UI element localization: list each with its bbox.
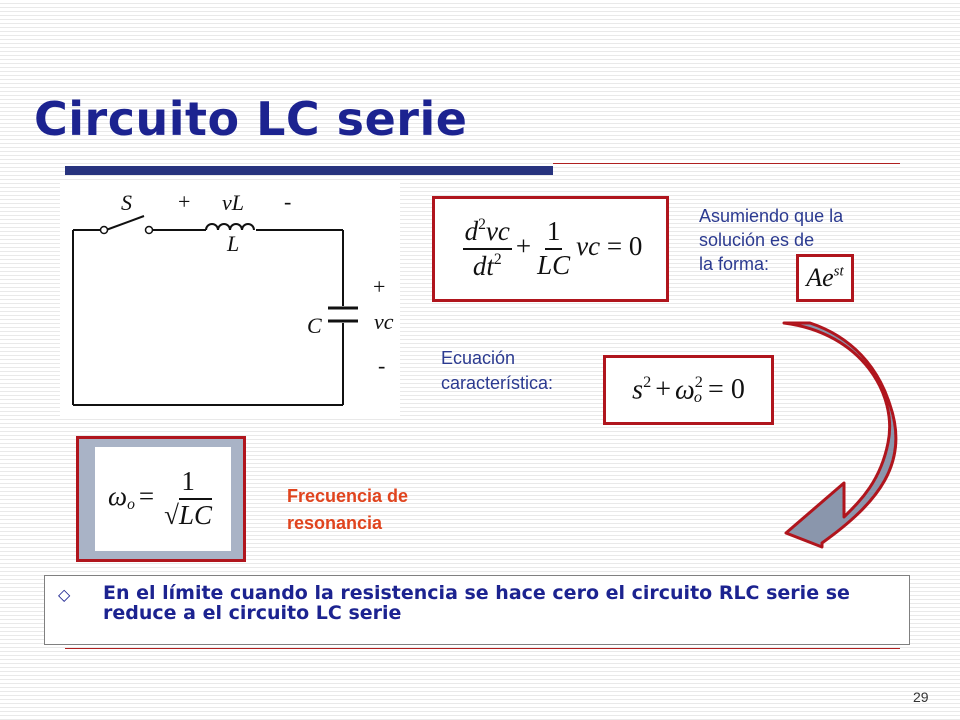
page-number: 29 xyxy=(913,689,929,705)
solution-form xyxy=(806,263,843,293)
resonance-frequency-frame xyxy=(76,436,246,562)
capacitor-label: C xyxy=(307,313,322,338)
vc-plus-sign: + xyxy=(373,274,386,299)
switch-contact-left xyxy=(101,227,108,234)
switch-label: S xyxy=(121,190,132,215)
differential-equation-box xyxy=(432,196,669,302)
assuming-line-2: solución es de xyxy=(699,230,815,250)
characteristic-line-2: característica: xyxy=(441,373,554,393)
inductor-coil xyxy=(206,224,254,230)
footer-rule xyxy=(65,648,900,649)
bullet-text: En el límite cuando la resistencia se hace cero el circuito RLC serie se reduce a el circuito LC serie xyxy=(103,582,850,624)
resonance-numerator: 1 xyxy=(179,467,197,500)
solution-form-box xyxy=(796,254,854,302)
resonance-equals: = xyxy=(138,481,155,512)
switch-contact-right xyxy=(146,227,153,234)
st-exponent: st xyxy=(833,263,844,280)
char-plus-sign: + xyxy=(655,374,671,406)
characteristic-label xyxy=(441,346,553,396)
d-symbol: d xyxy=(464,216,479,247)
resonance-equation-card xyxy=(95,447,231,551)
curved-arrow-icon xyxy=(770,315,910,555)
vl-minus-sign: - xyxy=(284,189,292,214)
diamond-bullet-icon: ◇ xyxy=(58,587,71,604)
dt-exponent: 2 xyxy=(493,251,502,268)
resonance-fraction xyxy=(162,467,214,530)
vc-minus-sign: - xyxy=(378,353,386,378)
numerator-one: 1 xyxy=(545,217,563,250)
assuming-line-1: Asumiendo que la xyxy=(699,206,844,226)
denominator-lc: LC xyxy=(537,250,571,280)
omega-symbol: ω xyxy=(675,374,695,406)
characteristic-equation-box xyxy=(603,355,774,425)
switch-blade xyxy=(106,216,144,230)
omega0-symbol: ω xyxy=(108,481,128,512)
ae-base: Ae xyxy=(806,263,834,292)
resonance-denominator: LC xyxy=(178,500,212,530)
vc-label: vc xyxy=(374,309,394,334)
omega-exponent: 2 xyxy=(694,372,703,391)
differential-equation xyxy=(459,216,643,281)
frequency-line-2: resonancia xyxy=(287,513,383,533)
vc-variable: vc xyxy=(485,216,510,247)
one-over-lc-fraction xyxy=(535,217,572,280)
lc-circuit-diagram xyxy=(60,180,400,418)
second-derivative-fraction xyxy=(463,216,512,281)
resonance-frequency-label xyxy=(287,483,408,537)
plus-sign: + xyxy=(515,231,532,262)
vl-plus-sign: + xyxy=(178,189,191,214)
s-exponent: 2 xyxy=(643,372,652,391)
order-exponent: 2 xyxy=(478,216,486,234)
characteristic-equation xyxy=(632,373,745,407)
inductor-label: L xyxy=(227,231,240,256)
frequency-line-1: Frecuencia de xyxy=(287,486,409,506)
omega0-subscript: o xyxy=(127,496,135,514)
vc-term: vc xyxy=(576,231,601,262)
title-underline-bar xyxy=(65,166,553,175)
assuming-line-3: la forma: xyxy=(699,254,770,274)
equals-zero: = 0 xyxy=(606,231,643,262)
char-equals-zero: = 0 xyxy=(708,374,745,406)
slide-title: Circuito LC serie xyxy=(34,92,468,146)
square-root-symbol: √ xyxy=(164,500,179,530)
title-underline-thin xyxy=(553,163,900,164)
dt-symbol: dt xyxy=(472,250,494,281)
characteristic-line-1: Ecuación xyxy=(441,348,516,368)
resonance-equation xyxy=(108,467,218,530)
vl-label: vL xyxy=(222,190,244,215)
bullet-text-box xyxy=(44,575,910,645)
omega-subscript: o xyxy=(693,388,703,407)
s-variable: s xyxy=(632,374,644,406)
